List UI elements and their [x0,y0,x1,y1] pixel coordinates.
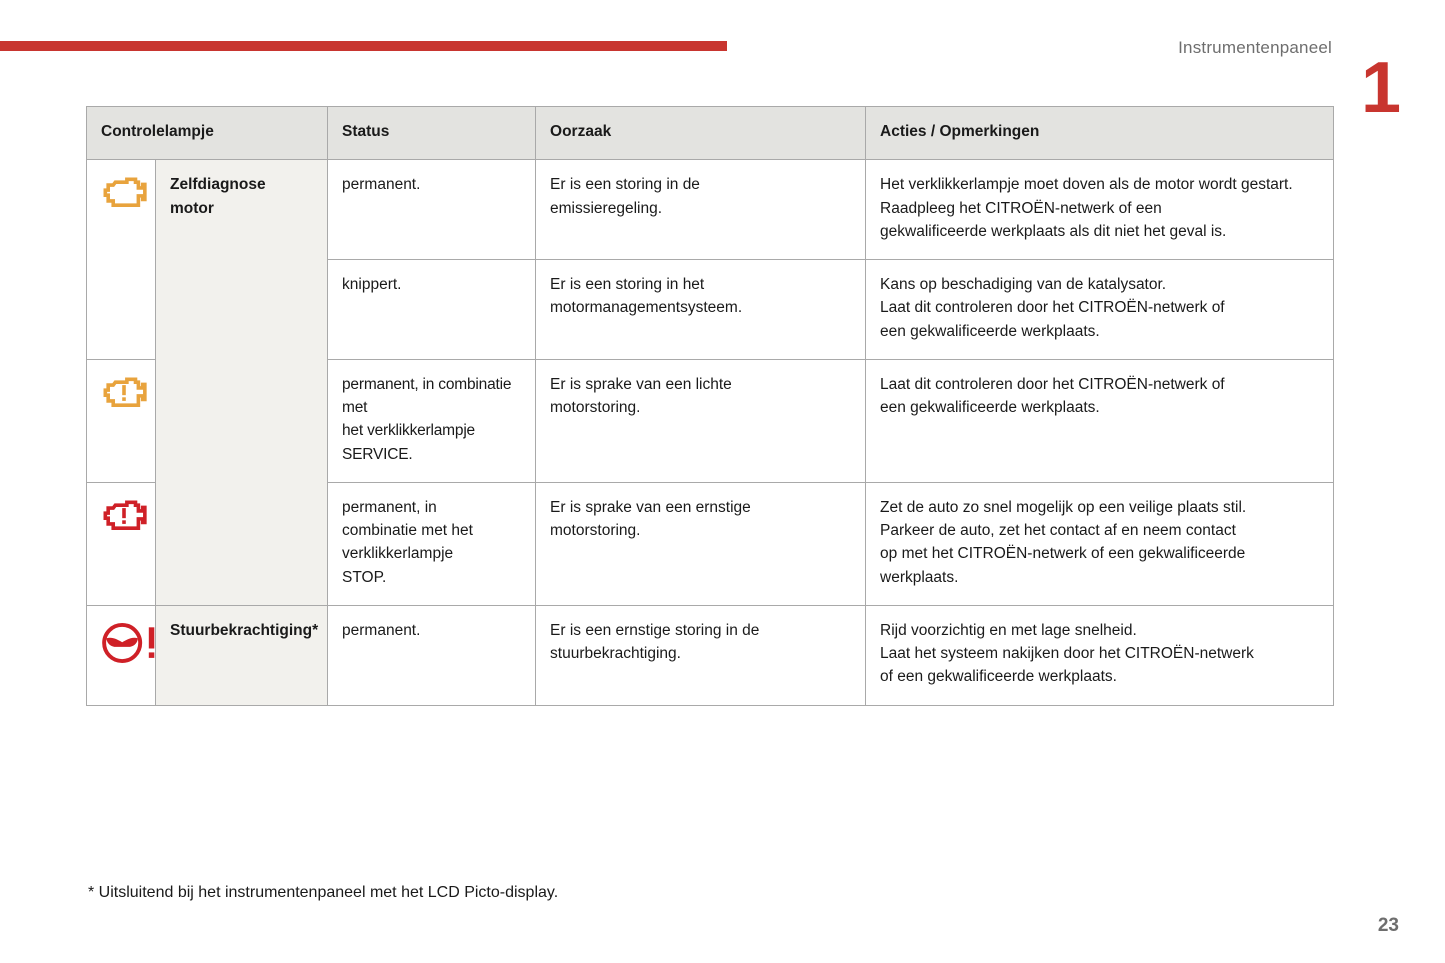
cause-line: Er is een storing in de [550,176,700,194]
cause-line: motorstoring. [550,522,641,539]
status-line: permanent. [342,176,421,194]
warning-lamp-icon-cell [87,160,156,360]
warning-lamp-icon-cell [87,359,156,482]
warning-lamp-name-line: Stuurbekrachtiging* [170,621,319,639]
footnote: * Uitsluitend bij het instrumentenpaneel met het LCD Picto-display. [88,884,559,901]
cause-cell [536,605,866,705]
column-header-acties: Acties / Opmerkingen [866,107,1334,160]
table-row [87,605,1334,705]
cause-cell [536,482,866,605]
action-line: op met het CITROËN-netwerk of een gekwalificeerde [880,545,1246,563]
action-line: Zet de auto zo snel mogelijk op een veilige plaats stil. [880,498,1247,516]
status-line: permanent, in combinatie met [342,375,512,416]
engine-amber-icon [101,173,147,213]
cause-line: Er is een storing in het [550,276,705,293]
action-line: werkplaats. [880,568,959,586]
warning-lamps-table-container [86,106,1333,706]
cause-line: motorstoring. [550,399,641,416]
warning-lamp-name-line: Zelfdiagnose [170,176,266,194]
action-line: Laat dit controleren door het CITROËN-netwerk of [880,375,1225,393]
status-line: verklikkerlampje [342,545,454,563]
header-accent-bar [0,41,727,51]
engine-red-exclamation-icon [101,496,147,536]
table-row [87,160,1334,260]
warning-lamp-icon-cell [87,482,156,605]
action-line: Parkeer de auto, zet het contact af en neem contact [880,522,1236,539]
warning-lamps-table [86,106,1334,706]
action-cell [866,260,1334,360]
cause-line: Er is sprake van een ernstige [550,498,751,516]
status-line: knippert. [342,276,402,293]
warning-lamp-name-cell [156,160,328,606]
cause-line: Er is een ernstige storing in de [550,621,760,639]
page-header-title: Instrumentenpaneel [1178,38,1332,57]
column-header-controlelampje: Controlelampje [87,107,328,160]
status-line: permanent. [342,621,421,639]
action-cell [866,160,1334,260]
action-line: gekwalificeerde werkplaats als dit niet het geval is. [880,222,1227,240]
status-line: STOP. [342,568,387,586]
table-header-row [87,107,1334,160]
action-cell [866,605,1334,705]
cause-cell [536,359,866,482]
cause-line: motormanagementsysteem. [550,299,743,317]
warning-lamp-name-line: motor [170,199,214,217]
status-line: permanent, in [342,498,437,516]
warning-lamp-icon-cell [87,605,156,705]
cause-cell [536,160,866,260]
action-cell [866,359,1334,482]
status-cell [328,482,536,605]
column-header-oorzaak: Oorzaak [536,107,866,160]
page-number: 23 [1377,915,1399,936]
action-line: Kans op beschadiging van de katalysator. [880,276,1167,293]
status-cell [328,359,536,482]
table-body [87,160,1334,705]
action-line: Raadpleeg het CITROËN-netwerk of een [880,199,1162,217]
status-cell [328,605,536,705]
table-header [87,107,1334,160]
action-line: een gekwalificeerde werkplaats. [880,322,1100,340]
action-line: Rijd voorzichtig en met lage snelheid. [880,621,1137,639]
status-cell [328,260,536,360]
cause-cell [536,260,866,360]
warning-lamp-name-cell [156,605,328,705]
action-line: Laat dit controleren door het CITROËN-netwerk of [880,299,1225,317]
action-line: een gekwalificeerde werkplaats. [880,399,1100,416]
engine-amber-exclamation-icon [101,373,147,413]
cause-line: stuurbekrachtiging. [550,645,681,662]
status-line: combinatie met het [342,522,473,539]
action-line: Het verklikkerlampje moet doven als de motor wordt gestart. [880,176,1293,194]
status-line: het verklikkerlampje SERVICE. [342,422,475,463]
status-cell [328,160,536,260]
steering-wheel-red-exclamation-icon [101,619,159,667]
action-line: Laat het systeem nakijken door het CITROËN-netwerk [880,645,1254,662]
chapter-number: 1 [1360,48,1401,128]
action-cell [866,482,1334,605]
cause-line: Er is sprake van een lichte [550,375,732,393]
column-header-status: Status [328,107,536,160]
cause-line: emissieregeling. [550,199,663,217]
action-line: of een gekwalificeerde werkplaats. [880,668,1117,686]
